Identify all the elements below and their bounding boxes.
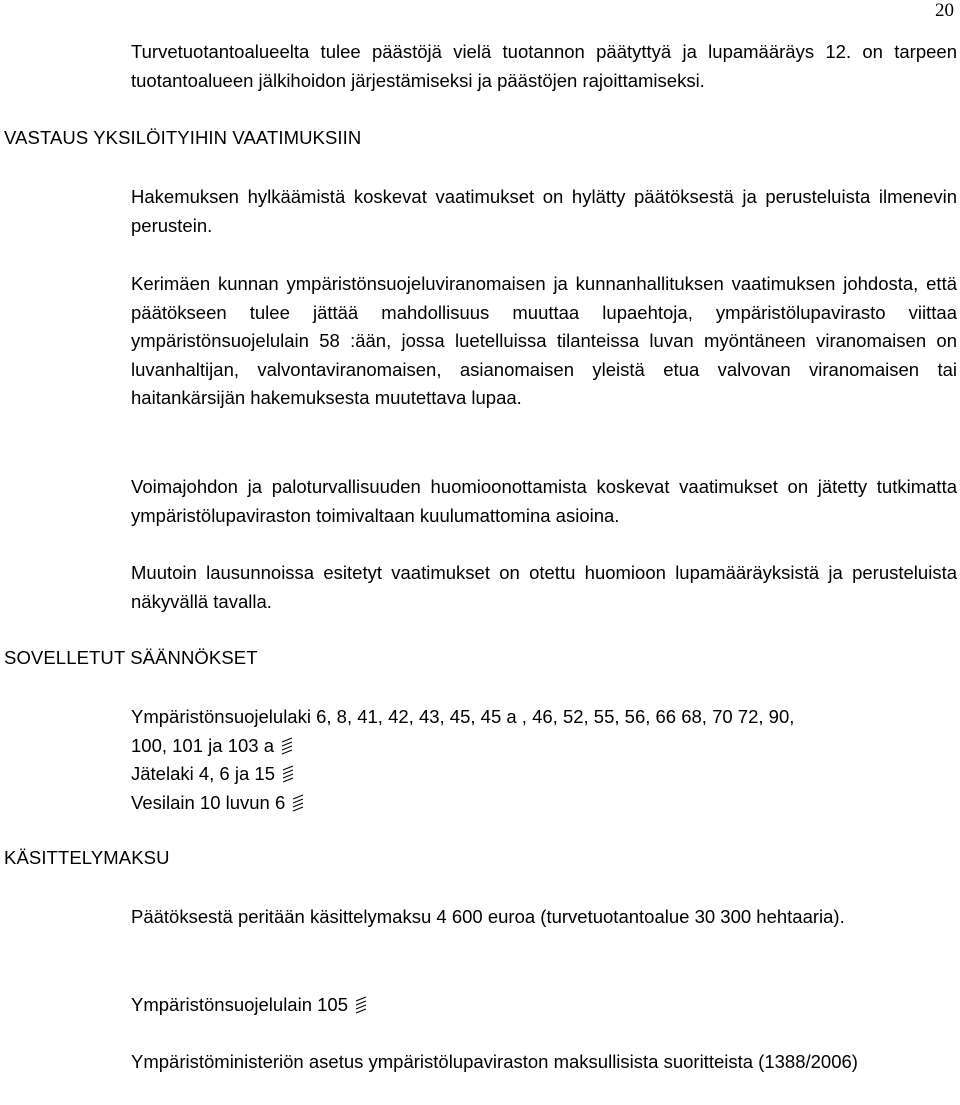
page-number: 20 [935, 0, 954, 21]
kasittely-paragraph-3 [131, 1048, 957, 1077]
kasittely-paragraph-2 [131, 991, 957, 1020]
statute-line: Ympäristönsuojelulaki 6, 8, 41, 42, 43, 45, 45 a , 46, 52, 55, 56, 66 68, 70 72, 90, [131, 706, 795, 727]
paragraph-text: Ympäristöministeriön asetus ympäristölupaviraston maksullisista suoritteista (1388/2006) [131, 1051, 858, 1072]
heading-kasittelymaksu: KÄSITTELYMAKSU [4, 847, 170, 868]
paragraph-text: Ympäristönsuojelulain 105 [131, 991, 957, 1020]
intro-text: Turvetuotantoalueelta tulee päästöjä vielä tuotannon päätyttyä ja lupamääräys 12. on tarpeen tuotantoalueen jälkihoidon järjestämiseksi ja päästöjen rajoittamiseksi. [131, 41, 957, 91]
paragraph-text: Muutoin lausunnoissa esitetyt vaatimukset on otettu huomioon lupamääräyksistä ja perusteluista näkyvällä tavalla. [131, 562, 957, 612]
paragraph-text: Hakemuksen hylkäämistä koskevat vaatimukset on hylätty päätöksestä ja perusteluista ilmenevin perustein. [131, 186, 957, 236]
vastaus-paragraph-1 [131, 183, 957, 240]
paragraph-text: Kerimäen kunnan ympäristönsuojeluviranomaisen ja kunnanhallituksen vaatimuksen johdosta, että päätökseen tulee jättää mahdollisuus muuttaa lupaehtoja, ympäristölupavirasto viittaa ympäristönsuojelulain 58 :ään, jossa luetelluissa tilanteissa luvan myöntäneen viranomaisen on luvanhaltijan, valvontaviranomaisen, asianomaisen yleistä etua valvovan viranomaisen tai haitankärsijän hakemuksesta muutettava lupaa. [131, 273, 957, 409]
section-sign-icon [280, 736, 294, 756]
statute-line: Jätelaki 4, 6 ja 15 [131, 760, 957, 789]
vastaus-paragraph-4 [131, 559, 957, 616]
paragraph-text: Päätöksestä peritään käsittelymaksu 4 600 euroa (turvetuotantoalue 30 300 hehtaaria). [131, 906, 845, 927]
intro-paragraph [131, 38, 957, 95]
statute-line: Vesilain 10 luvun 6 [131, 789, 957, 818]
kasittely-paragraph-1 [131, 903, 957, 932]
heading-vastaus: VASTAUS YKSILÖITYIHIN VAATIMUKSIIN [4, 127, 362, 148]
sovelletut-list [131, 703, 957, 817]
statute-line: 100, 101 ja 103 a [131, 732, 957, 761]
vastaus-paragraph-3 [131, 473, 957, 530]
vastaus-paragraph-2 [131, 270, 957, 413]
heading-sovelletut: SOVELLETUT SÄÄNNÖKSET [4, 647, 258, 668]
section-sign-icon [281, 764, 295, 784]
paragraph-text: Voimajohdon ja paloturvallisuuden huomioonottamista koskevat vaatimukset on jätetty tutkimatta ympäristölupaviraston toimivaltaan kuulumattomina asioina. [131, 476, 957, 526]
section-sign-icon [354, 995, 368, 1015]
section-sign-icon [291, 793, 305, 813]
